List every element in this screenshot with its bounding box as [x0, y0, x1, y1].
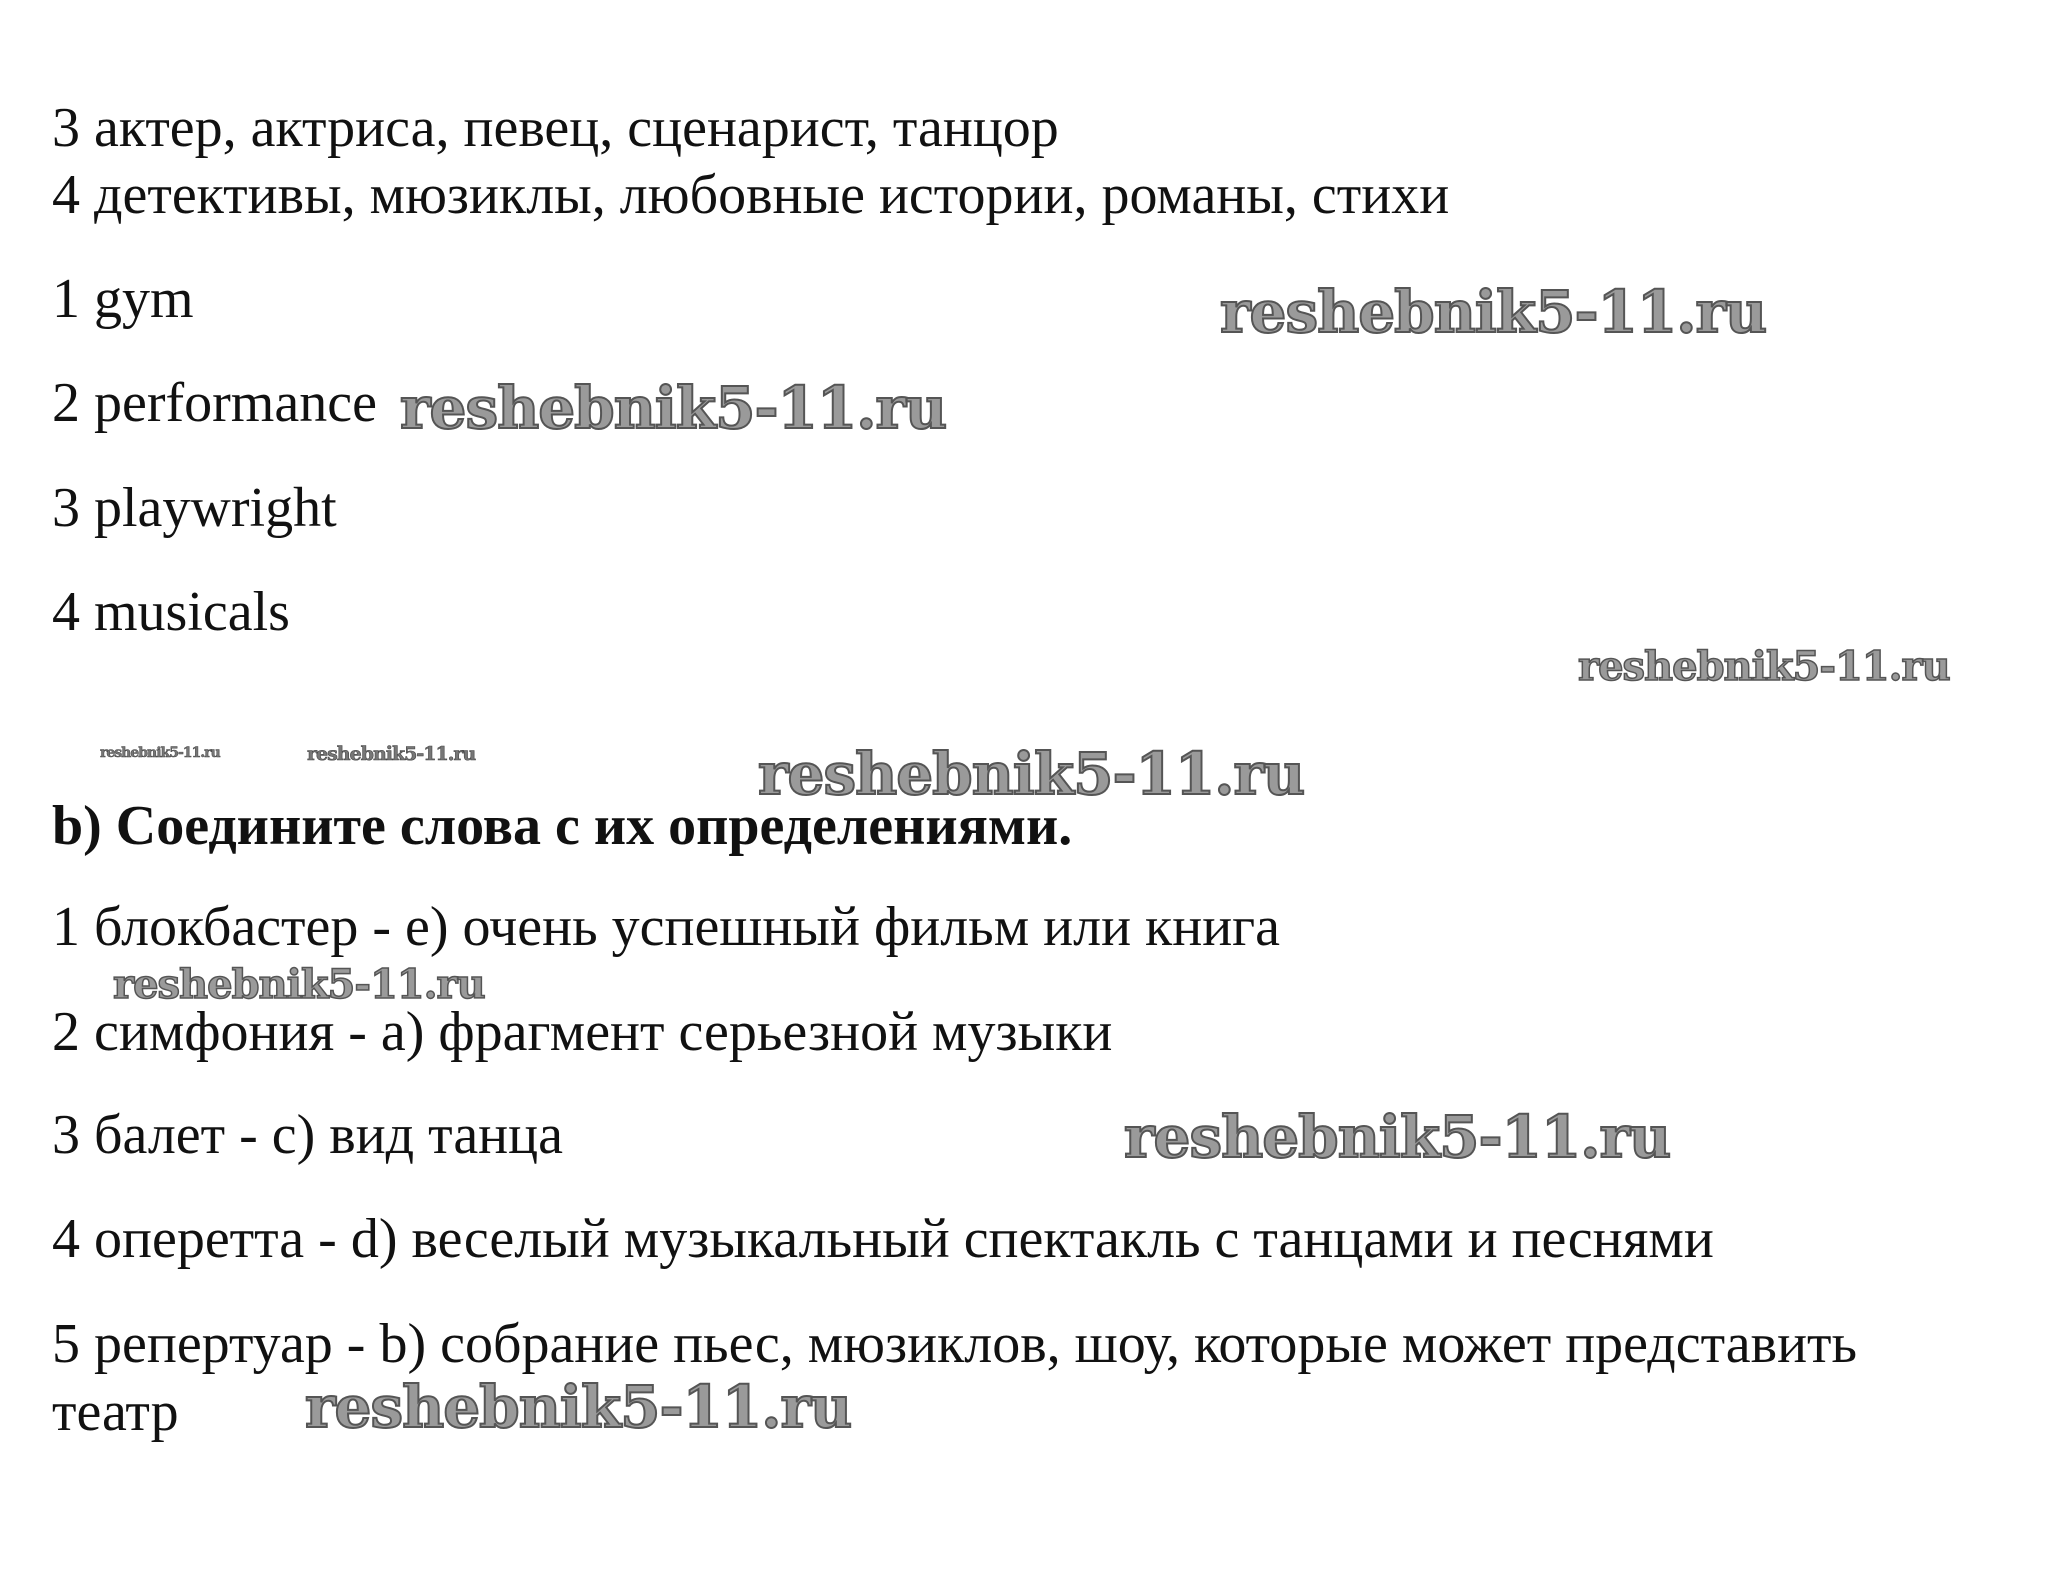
line-7: 1 блокбастер - e) очень успешный фильм или книга: [52, 896, 1281, 958]
watermark: reshebnik5-11.ru: [400, 374, 947, 442]
line-12: театр: [52, 1381, 179, 1443]
line-6: 4 musicals: [52, 581, 290, 643]
watermark: reshebnik5-11.ru: [305, 1373, 852, 1441]
line-1: 3 актер, актриса, певец, сценарист, танцор: [52, 97, 1059, 159]
line-5: 3 playwright: [52, 477, 337, 539]
line-2: 4 детективы, мюзиклы, любовные истории, романы, стихи: [52, 164, 1450, 226]
line-4: 2 performance: [52, 372, 377, 434]
watermark: reshebnik5-11.ru: [1124, 1103, 1671, 1171]
line-3: 1 gym: [52, 268, 194, 330]
watermark: reshebnik5-11.ru: [307, 743, 476, 765]
line-9: 3 балет - c) вид танца: [52, 1104, 563, 1166]
watermark: reshebnik5-11.ru: [100, 745, 220, 761]
watermark: reshebnik5-11.ru: [1220, 278, 1767, 346]
section-heading: b) Соедините слова с их определениями.: [52, 795, 1073, 857]
line-10: 4 оперетта - d) веселый музыкальный спектакль с танцами и песнями: [52, 1208, 1714, 1270]
line-8: 2 симфония - a) фрагмент серьезной музыки: [52, 1001, 1113, 1063]
watermark: reshebnik5-11.ru: [113, 961, 485, 1008]
line-11: 5 репертуар - b) собрание пьес, мюзиклов, шоу, которые может представить: [52, 1313, 1858, 1375]
watermark: reshebnik5-11.ru: [758, 740, 1305, 808]
watermark: reshebnik5-11.ru: [1578, 643, 1950, 690]
